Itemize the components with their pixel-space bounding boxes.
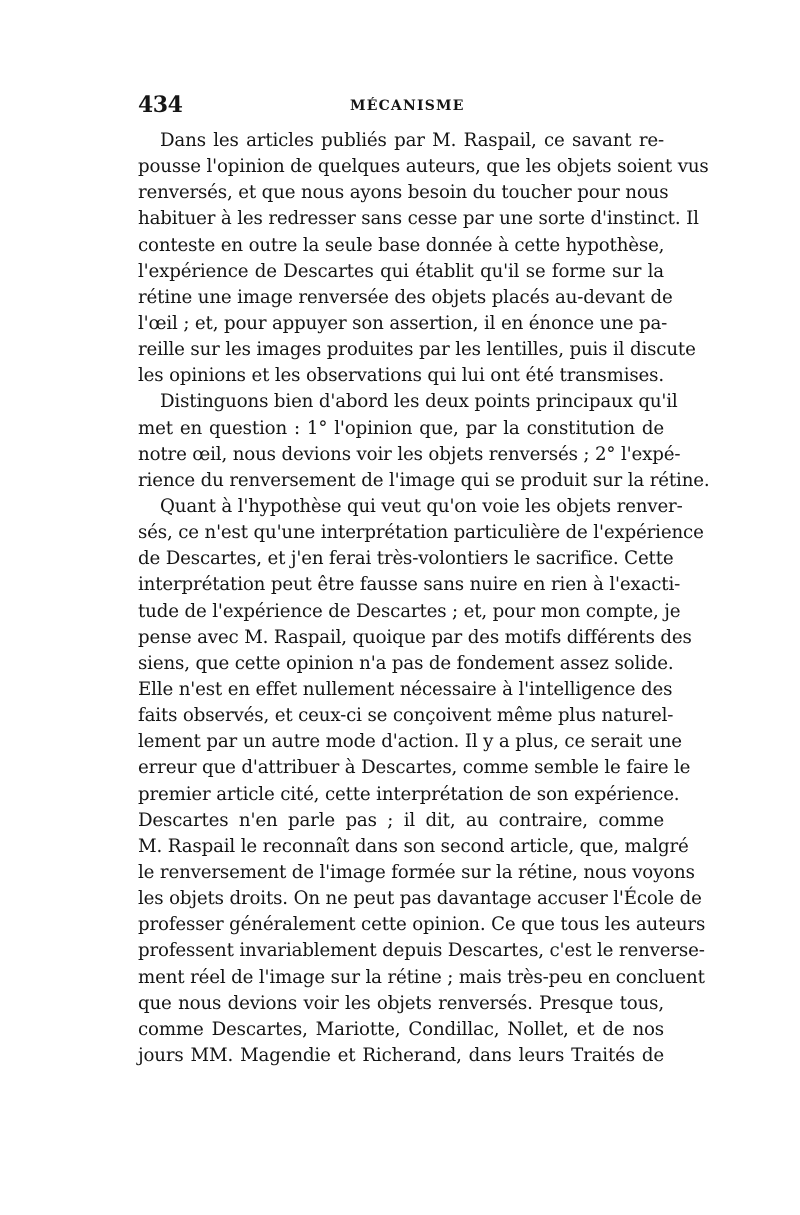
text-line: Dans les articles publiés par M. Raspail, ce savant re- (160, 130, 664, 151)
text-line: siens, que cette opinion n'a pas de fondement assez solide. (138, 652, 674, 674)
text-line: pousse l'opinion de quelques auteurs, que les objets soient vus (138, 156, 709, 178)
page-number: 434 (138, 92, 183, 118)
text-line: sés, ce n'est qu'une interprétation particulière de l'expérience (138, 522, 704, 544)
text-line: l'œil ; et, pour appuyer son assertion, il en énonce une pa- (138, 312, 668, 334)
text-line: interprétation peut être fausse sans nuire en rien à l'exacti- (138, 574, 681, 596)
text-line: de Descartes, et j'en ferai très-volontiers le sacrifice. Cette (138, 548, 674, 570)
running-title: MÉCANISME (350, 98, 465, 114)
text-line: Distinguons bien d'abord les deux points principaux qu'il (160, 391, 678, 413)
text-line: conteste en outre la seule base donnée à cette hypothèse, (138, 234, 665, 256)
text-line: jours MM. Magendie et Richerand, dans leurs Traités de (138, 1044, 664, 1066)
text-line: notre œil, nous devions voir les objets renversés ; 2° l'expé- (138, 443, 681, 465)
text-line: M. Raspail le reconnaît dans son second article, que, malgré (138, 835, 689, 857)
text-line: met en question : 1° l'opinion que, par la constitution de (138, 417, 664, 439)
text-line: lement par un autre mode d'action. Il y a plus, ce serait une (138, 731, 682, 753)
text-line: l'expérience de Descartes qui établit qu'il se forme sur la (138, 260, 664, 282)
text-line: rience du renversement de l'image qui se produit sur la rétine. (138, 469, 710, 491)
text-line: les objets droits. On ne peut pas davantage accuser l'École de (138, 888, 702, 910)
text-line: reille sur les images produites par les lentilles, puis il discute (138, 339, 696, 361)
running-head (138, 92, 662, 122)
text-line: premier article cité, cette interprétation de son expérience. (138, 783, 680, 805)
text-line: Quant à l'hypothèse qui veut qu'on voie les objets renver- (160, 495, 683, 517)
body-text (138, 128, 710, 1069)
text-line: pense avec M. Raspail, quoique par des motifs différents des (138, 626, 692, 648)
text-line: que nous devions voir les objets renversés. Presque tous, (138, 992, 664, 1014)
text-line: rétine une image renversée des objets placés au-devant de (138, 286, 673, 308)
text-line: habituer à les redresser sans cesse par une sorte d'instinct. Il (138, 208, 699, 230)
text-line: professer généralement cette opinion. Ce que tous les auteurs (138, 914, 706, 936)
text-line: tude de l'expérience de Descartes ; et, pour mon compte, je (138, 600, 681, 622)
text-line: renversés, et que nous ayons besoin du toucher pour nous (138, 182, 669, 204)
text-line: faits observés, et ceux-ci se conçoivent même plus naturel- (138, 705, 674, 727)
text-line: Elle n'est en effet nullement nécessaire à l'intelligence des (138, 678, 673, 700)
text-line: Descartes n'en parle pas ; il dit, au contraire, comme (138, 809, 664, 831)
text-line: le renversement de l'image formée sur la rétine, nous voyons (138, 861, 695, 883)
text-line: comme Descartes, Mariotte, Condillac, Nollet, et de nos (138, 1018, 664, 1040)
text-line: ment réel de l'image sur la rétine ; mais très-peu en concluent (138, 966, 705, 988)
text-line: erreur que d'attribuer à Descartes, comme semble le faire le (138, 757, 691, 779)
text-line: les opinions et les observations qui lui ont été transmises. (138, 365, 664, 387)
text-line: professent invariablement depuis Descartes, c'est le renverse- (138, 940, 705, 962)
